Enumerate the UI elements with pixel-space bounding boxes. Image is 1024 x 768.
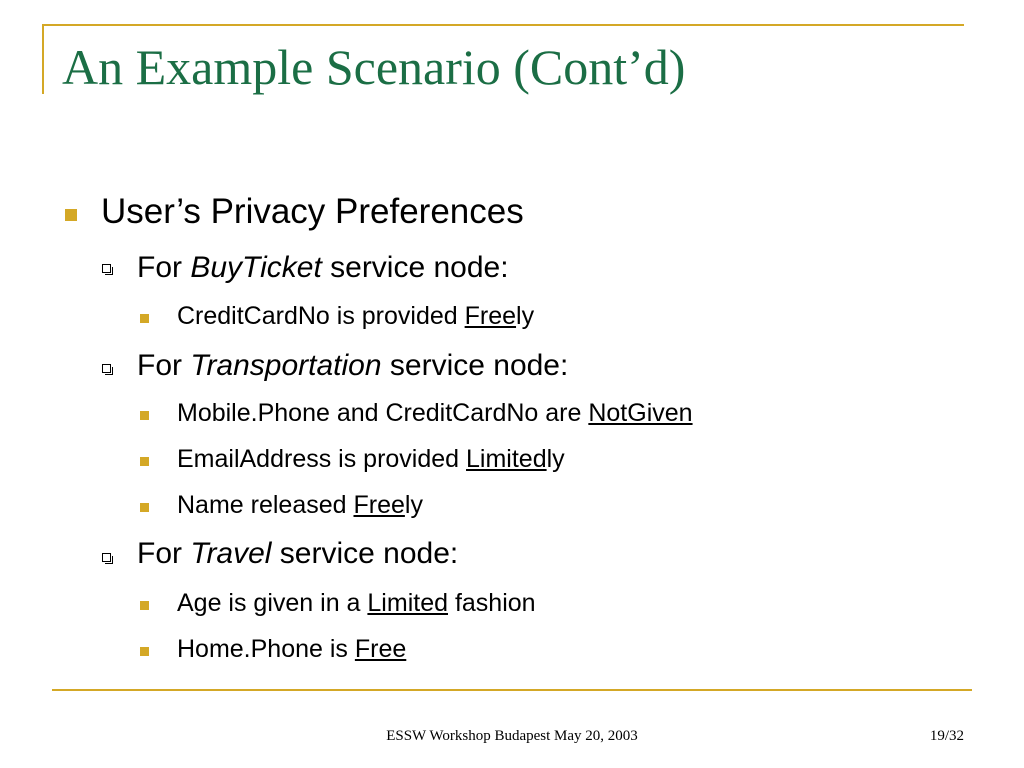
bullet-square-icon bbox=[140, 411, 149, 420]
footer-divider bbox=[52, 689, 972, 691]
node-transportation bbox=[137, 349, 568, 383]
node-suffix: service node: bbox=[271, 537, 459, 570]
item-text: Name released bbox=[177, 491, 354, 519]
node-prefix: For bbox=[137, 251, 191, 284]
item-suffix: ly bbox=[516, 302, 535, 330]
bullet-square-icon bbox=[140, 457, 149, 466]
item-text: EmailAddress is provided bbox=[177, 445, 467, 473]
node-prefix: For bbox=[137, 537, 191, 570]
item-suffix: fashion bbox=[448, 589, 536, 617]
node-travel bbox=[137, 537, 458, 571]
hollow-square-bullet-icon bbox=[102, 553, 111, 562]
list-item bbox=[177, 635, 406, 664]
node-prefix: For bbox=[137, 349, 191, 382]
top-frame-line bbox=[42, 24, 964, 26]
item-text: Home.Phone is bbox=[177, 635, 355, 663]
footer-text: ESSW Workshop Budapest May 20, 2003 bbox=[386, 728, 638, 744]
list-item bbox=[177, 589, 536, 618]
bullet-square-icon bbox=[140, 647, 149, 656]
item-text: Mobile.Phone and CreditCardNo are bbox=[177, 399, 589, 427]
page-number: 19/32 bbox=[929, 728, 964, 744]
item-text: Age is given in a bbox=[177, 589, 368, 617]
node-suffix: service node: bbox=[381, 349, 569, 382]
item-value: NotGiven bbox=[588, 399, 693, 427]
list-item bbox=[177, 302, 534, 331]
list-item bbox=[177, 445, 565, 474]
hollow-square-bullet-icon bbox=[102, 364, 111, 373]
list-item bbox=[177, 491, 423, 520]
node-buyticket bbox=[137, 251, 509, 285]
bullet-square-icon bbox=[140, 503, 149, 512]
item-value: Limited bbox=[466, 445, 547, 473]
bullet-square-icon bbox=[140, 601, 149, 610]
left-frame-line bbox=[42, 24, 44, 94]
node-suffix: service node: bbox=[321, 251, 509, 284]
bullet-square-icon bbox=[65, 209, 77, 221]
item-text: CreditCardNo is provided bbox=[177, 302, 465, 330]
item-value: Free bbox=[464, 302, 517, 330]
node-name: Travel bbox=[190, 537, 272, 570]
hollow-square-bullet-icon bbox=[102, 264, 111, 273]
item-value: Free bbox=[354, 635, 407, 663]
item-value: Limited bbox=[367, 589, 448, 617]
item-value: Free bbox=[353, 491, 405, 519]
item-suffix: ly bbox=[404, 491, 423, 519]
list-item bbox=[177, 399, 693, 428]
bullet-square-icon bbox=[140, 314, 149, 323]
item-suffix: ly bbox=[546, 445, 565, 473]
heading-privacy-preferences: User’s Privacy Preferences bbox=[101, 192, 524, 231]
slide-title: An Example Scenario (Cont’d) bbox=[62, 39, 686, 95]
node-name: Transportation bbox=[190, 349, 382, 382]
node-name: BuyTicket bbox=[190, 251, 322, 284]
